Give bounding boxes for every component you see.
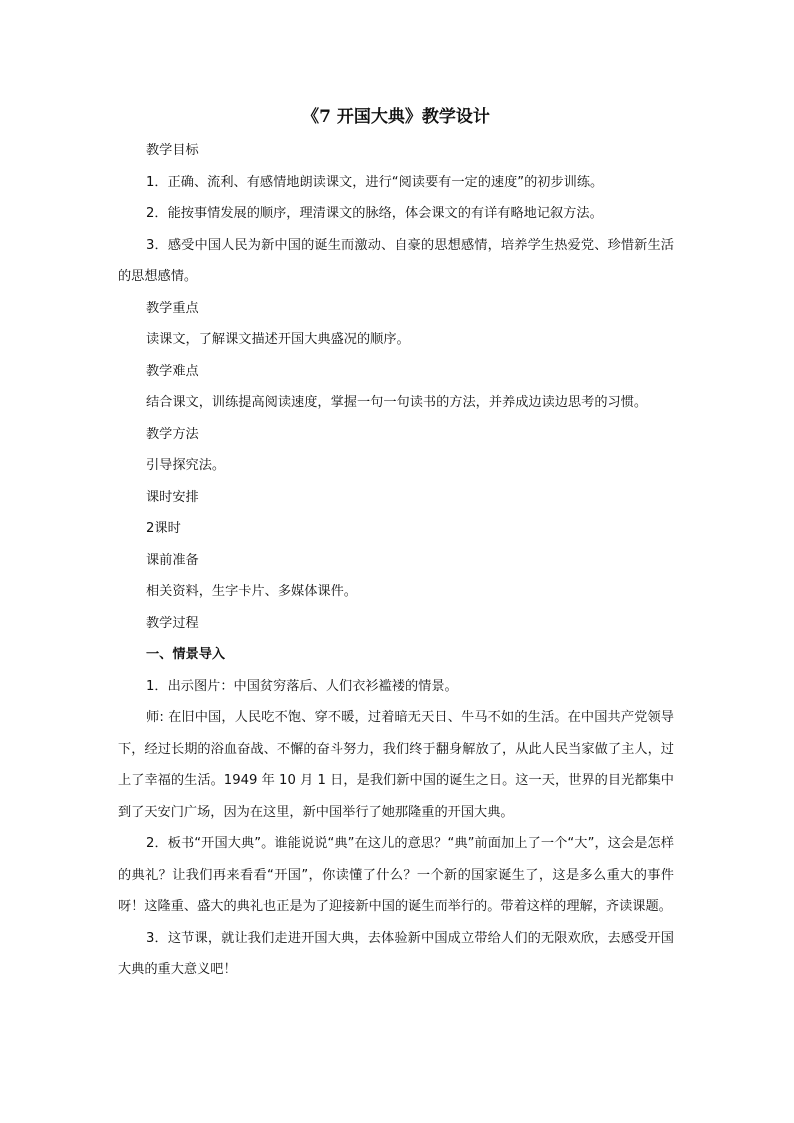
heading-process: 教学过程 [146, 615, 199, 631]
heading-preparation: 课前准备 [146, 552, 199, 568]
goal-item-3: 3．感受中国人民为新中国的诞生而激动、自豪的思想感情，培养学生热爱党、珍惜新生活的思想感情。 [118, 237, 674, 284]
goal-item-2: 2．能按事情发展的顺序，理清课文的脉络，体会课文的有详有略地记叙方法。 [146, 206, 603, 221]
process-step-1: 1．出示图片：中国贫穷落后、人们衣衫褴褛的情景。 [146, 678, 458, 694]
process-step-3: 3．这节课，就让我们走进开国大典，去体验新中国成立带给人们的无限欢欣，去感受开国大典的重大意义吧！ [118, 930, 674, 977]
difficulties-text: 结合课文，训练提高阅读速度，掌握一句一句读书的方法，并养成边读边思考的习惯。 [146, 395, 648, 410]
methods-text: 引导探究法。 [146, 458, 226, 473]
process-step-2: 2．板书“开国大典”。谁能说说“典”在这儿的意思？“典”前面加上了一个“大”，这会是怎样的典礼？让我们再来看看“开国”，你读懂了什么？一个新的国家诞生了，这是多么重大的事件呀！这隆重、盛大的典礼也正是为了迎接新中国的诞生而举行的。带着这样的理解，齐读课题。 [118, 836, 674, 914]
goal-item-1: 1．正确、流利、有感情地朗读课文，进行“阅读要有一定的速度”的初步训练。 [146, 174, 604, 190]
schedule-text: 2课时 [146, 521, 181, 536]
document-body [118, 135, 674, 986]
preparation-text: 相关资料，生字卡片、多媒体课件。 [146, 584, 357, 599]
key-points-text: 读课文，了解课文描述开国大典盛况的顺序。 [146, 332, 410, 347]
heading-methods: 教学方法 [146, 426, 199, 442]
heading-schedule: 课时安排 [146, 489, 199, 505]
heading-difficulties: 教学难点 [146, 363, 199, 379]
section-scene-intro: 一、情景导入 [146, 647, 226, 662]
heading-key-points: 教学重点 [146, 300, 199, 316]
heading-teaching-goals: 教学目标 [146, 143, 199, 158]
document-title: 《7 开国大典》教学设计 [302, 107, 490, 127]
teacher-speech: 师: 在旧中国，人民吃不饱、穿不暖，过着暗无天日、牛马不如的生活。在中国共产党领导下，经过长期的浴血奋战、不懈的奋斗努力，我们终于翻身解放了，从此人民当家做了主人，过上了幸福的生活。1949 年 10 月 1 日，是我们新中国的诞生之日。这一天，世界的目光都集中到了天安门广场，因为在这里，新中国举行了她那隆重的开国大典。 [118, 710, 674, 820]
